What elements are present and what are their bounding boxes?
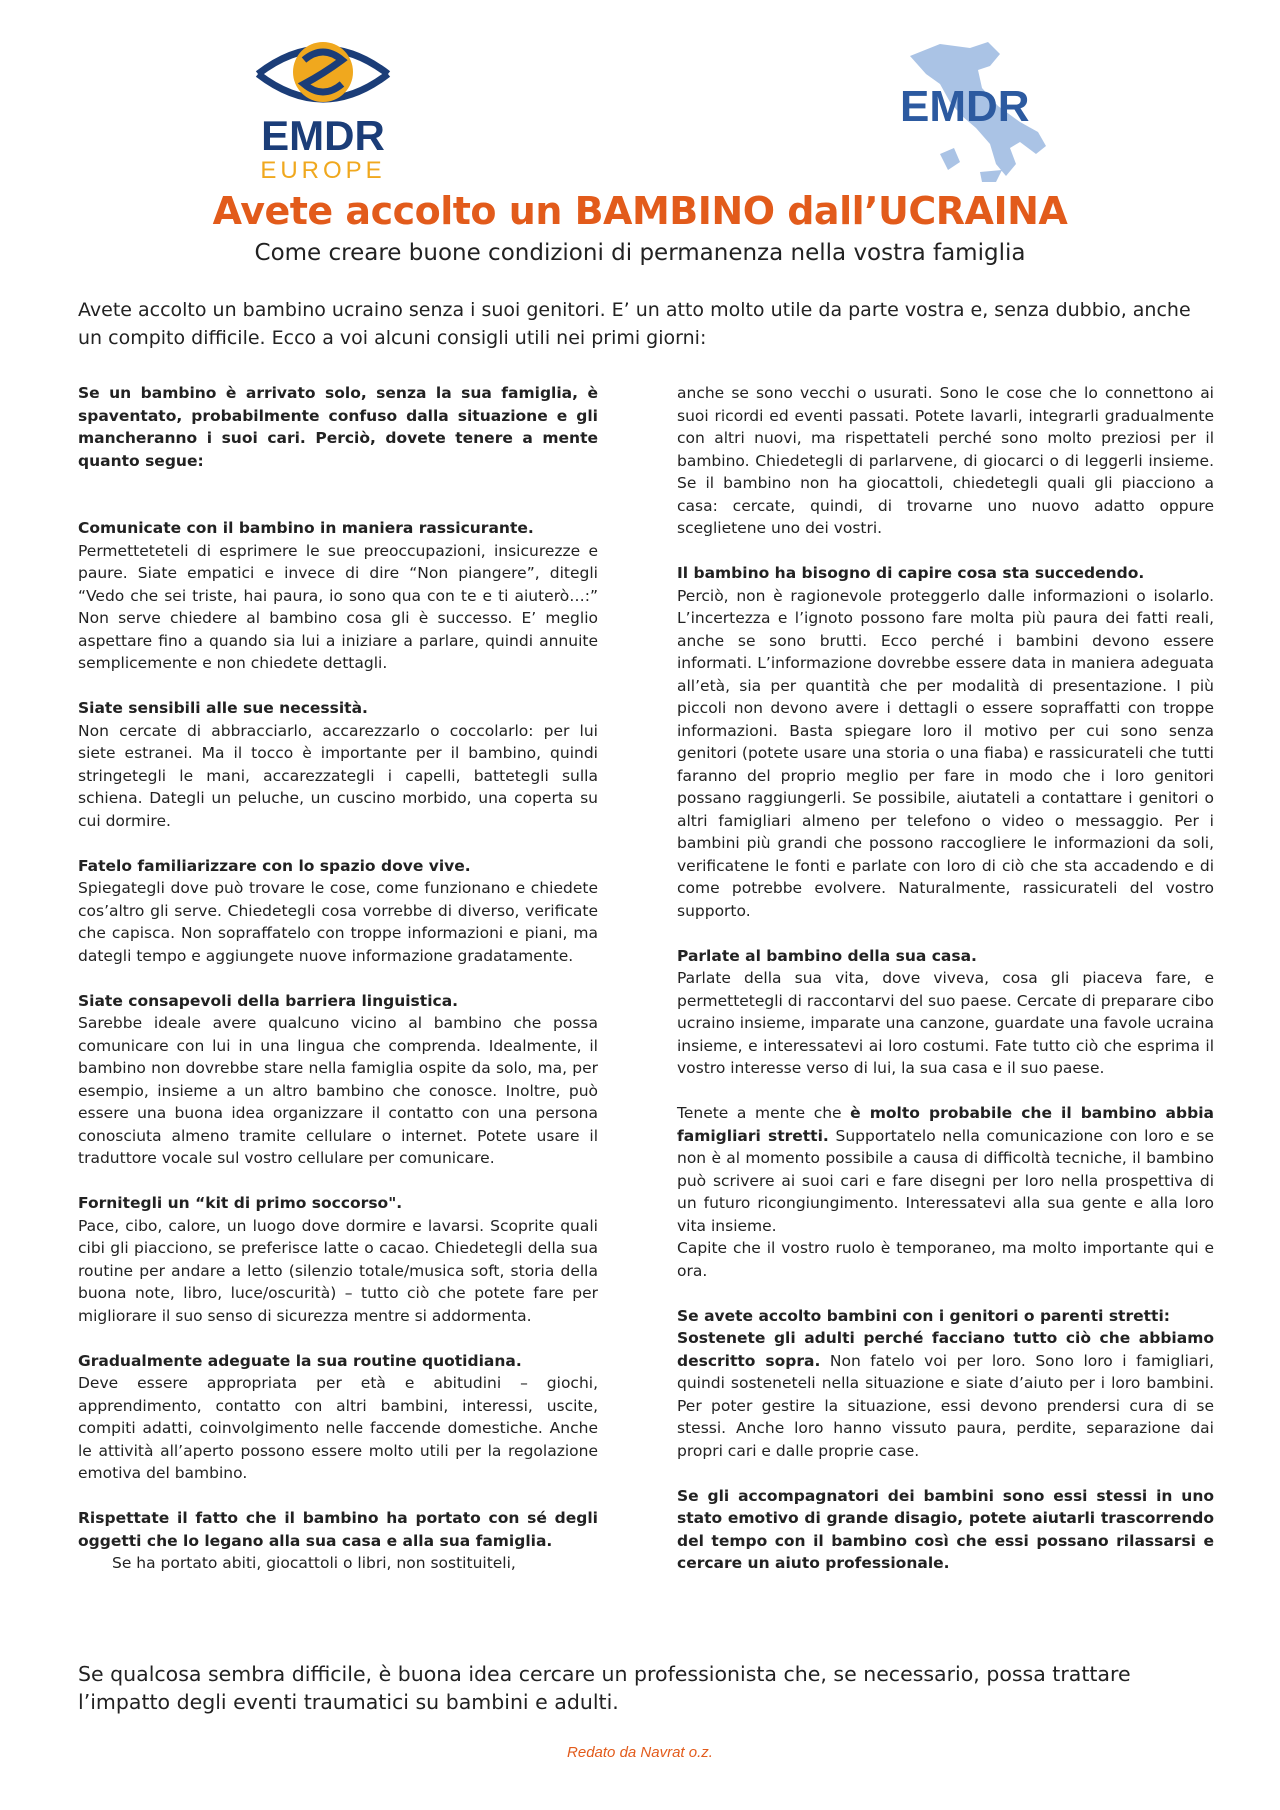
section-body xyxy=(677,1327,1214,1462)
section-body: Permetteteteli di esprimere le sue preoccupazioni, insicurezze e paure. Siate empatici e invece di dire “Non piangere”, ditegli “Vedo che sei triste, hai paura, io sono qua con te e ti aiuterò…:” Non serve chiedere al bambino cosa gli è successo. E’ meglio aspettare fino a quando sia lui a iniziare a parlare, quindi annuite semplicemente e non chiedete dettagli. xyxy=(78,541,598,672)
lead-text: Se un bambino è arrivato solo, senza la sua famiglia, è spaventato, probabilmente confuso dalla situazione e gli mancheranno i suoi cari. Perciò, dovete tenere a mente quanto segue: xyxy=(78,384,598,470)
section-home xyxy=(677,945,1214,1080)
family-bold: è molto probabile che il bambino abbia famigliari stretti. xyxy=(677,1104,1214,1145)
section-final xyxy=(677,1485,1214,1575)
final-bold-text: Se gli accompagnatori dei bambini sono essi stessi in uno stato emotivo di grande disagio, potete aiutarli trascorrendo del tempo con il bambino così che essi possano rilassarsi e cercare un aiuto professionale. xyxy=(677,1486,1214,1572)
section-body: Pace, cibo, calore, un luogo dove dormire e lavarsi. Scoprite quali cibi gli piacciono, se preferisce latte o cacao. Chiedetegli della sua routine per andare a letto (silenzio totale/musica soft, storia della buona note, libro, luce/oscurità) – tutto ciò che potete fare per migliorare il suo senso di sicurezza mentre si addormenta. xyxy=(78,1216,598,1325)
section-first-aid-kit xyxy=(78,1192,598,1327)
closing-paragraph: Se qualcosa sembra difficile, è buona idea cercare un professionista che, se necessario, possa trattare l’impatto degli eventi traumatici su bambini e adulti. xyxy=(78,1662,1131,1714)
section-heading: Il bambino ha bisogno di capire cosa sta succedendo. xyxy=(677,564,1145,582)
parents-rest: Non fatelo voi per loro. Sono loro i famigliari, quindi sosteneteli nella situazione e siate d’aiuto per i loro bambini. Per poter gestire la situazione, essi devono prendersi cura di se stessi. Anche loro hanno vissuto paura, perdite, separazione dai propri cari e dalle proprie case. xyxy=(677,1351,1214,1460)
family-rest: Supportatelo nella comunicazione con loro e se non è al momento possibile a causa di difficoltà tecniche, il bambino può scrivere ai suoi cari e fare disegni per loro nella prospettiva di un futuro ricongiungimento. Interessatevi alla sua gente e alla loro vita insieme. xyxy=(677,1126,1215,1235)
section-understand xyxy=(677,562,1214,922)
section-heading: Fatelo familiarizzare con lo spazio dove vive. xyxy=(78,856,471,875)
section-with-parents xyxy=(677,1305,1214,1463)
right-column xyxy=(677,382,1214,1597)
section-heading: Gradualmente adeguate la sua routine quotidiana. xyxy=(78,1351,522,1370)
emdr-europe-logo xyxy=(248,30,398,184)
section-body: Perciò, non è ragionevole proteggerlo dalle informazioni o isolarlo. L’incertezza e l’ignoto possono fare molta più paura dei fatti reali, anche se sono brutti. Ecco perché i bambini devono essere informati. L’informazione dovrebbe essere data in maniera adeguata all’età, sia per quantità che per modalità di presentazione. I più piccoli non devono avere i dettagli o essere sopraffatti con troppe informazioni. Basta spiegare loro il motivo per cui sono senza genitori (potete usare una storia o una fiaba) e rassicurateli che tutti faranno del proprio meglio per fare in modo che i loro genitori possano raggiungerli. Se possibile, aiutateli a contattare i genitori o altri famigliari almeno per telefono o video o messaggio. Per i bambini più grandi che possono raccogliere le informazioni da soli, verificatene le fonti e parlate con loro di ciò che sta accadendo e di come potrebbe evolvere. Naturalmente, rassicurateli del vostro supporto. xyxy=(677,586,1214,920)
intro-paragraph: Avete accolto un bambino ucraino senza i suoi genitori. E’ un atto molto utile da parte vostra e, senza dubbio, anche un compito difficile. Ecco a voi alcuni consigli utili nei primi giorni: xyxy=(78,299,1191,349)
left-column xyxy=(78,382,598,1597)
section-heading: Siate sensibili alle sue necessità. xyxy=(78,699,368,717)
objects-continuation xyxy=(677,382,1214,540)
section-body: Parlate della sua vita, dove viveva, cosa gli piaceva fare, e permettetegli di raccontarvi del suo paese. Cercate di preparare cibo ucraino insieme, imparate una canzone, guardate una favole ucraina insieme, e interessatevi ai loro costumi. Fate tutto ciò che esprima il vostro interesse verso di lui, la sua casa e il suo paese. xyxy=(677,969,1214,1077)
parents-bold: Sostenete gli adulti perché facciano tutto ciò che abbiamo descritto sopra. xyxy=(677,1329,1214,1370)
page-title: Avete accolto un BAMBINO dall’UCRAINA xyxy=(212,189,1068,233)
family-last: Capite che il vostro ruolo è temporaneo, ma molto importante qui e ora. xyxy=(677,1239,1214,1280)
section-sensitive xyxy=(78,697,598,832)
section-body: Deve essere appropriata per età e abitudini – giochi, apprendimento, contatto con altri bambini, interessi, uscite, compiti adatti, coinvolgimento nelle faccende domestiche. Anche le attività all’aperto possono essere molto utili per la regolazione emotiva del bambino. xyxy=(78,1374,598,1482)
emdr-europe-brand: EMDR xyxy=(261,112,385,159)
page-subtitle: Come creare buone condizioni di permanenza nella vostra famiglia xyxy=(254,240,1026,266)
section-language xyxy=(78,990,598,1170)
section-routine xyxy=(78,1350,598,1485)
section-heading: Rispettate il fatto che il bambino ha portato con sé degli oggetti che lo legano alla sua casa e alla sua famiglia. xyxy=(78,1509,598,1550)
emdr-italia-brand: EMDR xyxy=(900,82,1030,131)
section-heading: Siate consapevoli della barriera linguistica. xyxy=(78,991,459,1010)
emdr-italia-logo xyxy=(870,36,1070,186)
section-body: Spiegategli dove può trovare le cose, come funzionano e chiedete cos’altro gli serve. Chiedetegli cosa vorrebbe di diverso, verificate che capisca. Non sopraffatelo con troppe informazioni e piani, ma dategli tempo e aggiungete nuove informazione gradatamente. xyxy=(78,879,598,965)
lead-paragraph xyxy=(78,382,598,472)
section-heading: Parlate al bambino della sua casa. xyxy=(677,946,977,965)
section-heading: Comunicate con il bambino in maniera rassicurante. xyxy=(78,519,534,537)
section-body: Non cercate di abbracciarlo, accarezzarlo o coccolarlo: per lui siete estranei. Ma il tocco è importante per il bambino, quindi stringetegli le mani, accarezzategli i capelli, battetegli sulla schiena. Dategli un peluche, un cuscino morbido, una coperta su cui dormire. xyxy=(78,721,598,830)
section-family-members xyxy=(677,1102,1214,1282)
section-communicate xyxy=(78,517,598,675)
section-body: Sarebbe ideale avere qualcuno vicino al bambino che possa comunicare con lui in una lingua che comprenda. Idealmente, il bambino non dovrebbe stare nella famiglia ospite da solo, ma, per esempio, insieme a un altro bambino che conosce. Inoltre, può essere una buona idea organizzare il contatto con una persona conosciuta almeno tramite cellulare o internet. Potete usare il traduttore vocale sul vostro cellulare per comunicare. xyxy=(78,1014,598,1167)
section-familiarize xyxy=(78,855,598,968)
family-lead: Tenete a mente che xyxy=(677,1104,851,1122)
emdr-europe-sub: EUROPE xyxy=(260,157,386,184)
section-body: Se ha portato abiti, giocattoli o libri, non sostituiteli, xyxy=(112,1554,516,1572)
eye-logo-icon xyxy=(254,30,392,114)
section-heading: Se avete accolto bambini con i genitori o parenti stretti: xyxy=(677,1306,1170,1325)
footer-credit: Redato da Navrat o.z. xyxy=(567,1744,713,1761)
continuation-text: anche se sono vecchi o usurati. Sono le cose che lo connettono ai suoi ricordi ed eventi passati. Potete lavarli, integrarli gradualmente con altri nuovi, ma rispettateli perché sono molto preziosi per il bambino. Chiedetegli di parlarvene, di giocarci o di leggerli insieme. Se il bambino non ha giocattoli, chiedetegli quali gli piacciono a casa: cercate, quindi, di trovarne uno nuovo adatto oppure sceglietene uno dei vostri. xyxy=(677,384,1214,537)
section-heading: Fornitegli un “kit di primo soccorso". xyxy=(78,1194,403,1212)
section-objects xyxy=(78,1507,598,1575)
family-paragraph xyxy=(677,1102,1214,1237)
